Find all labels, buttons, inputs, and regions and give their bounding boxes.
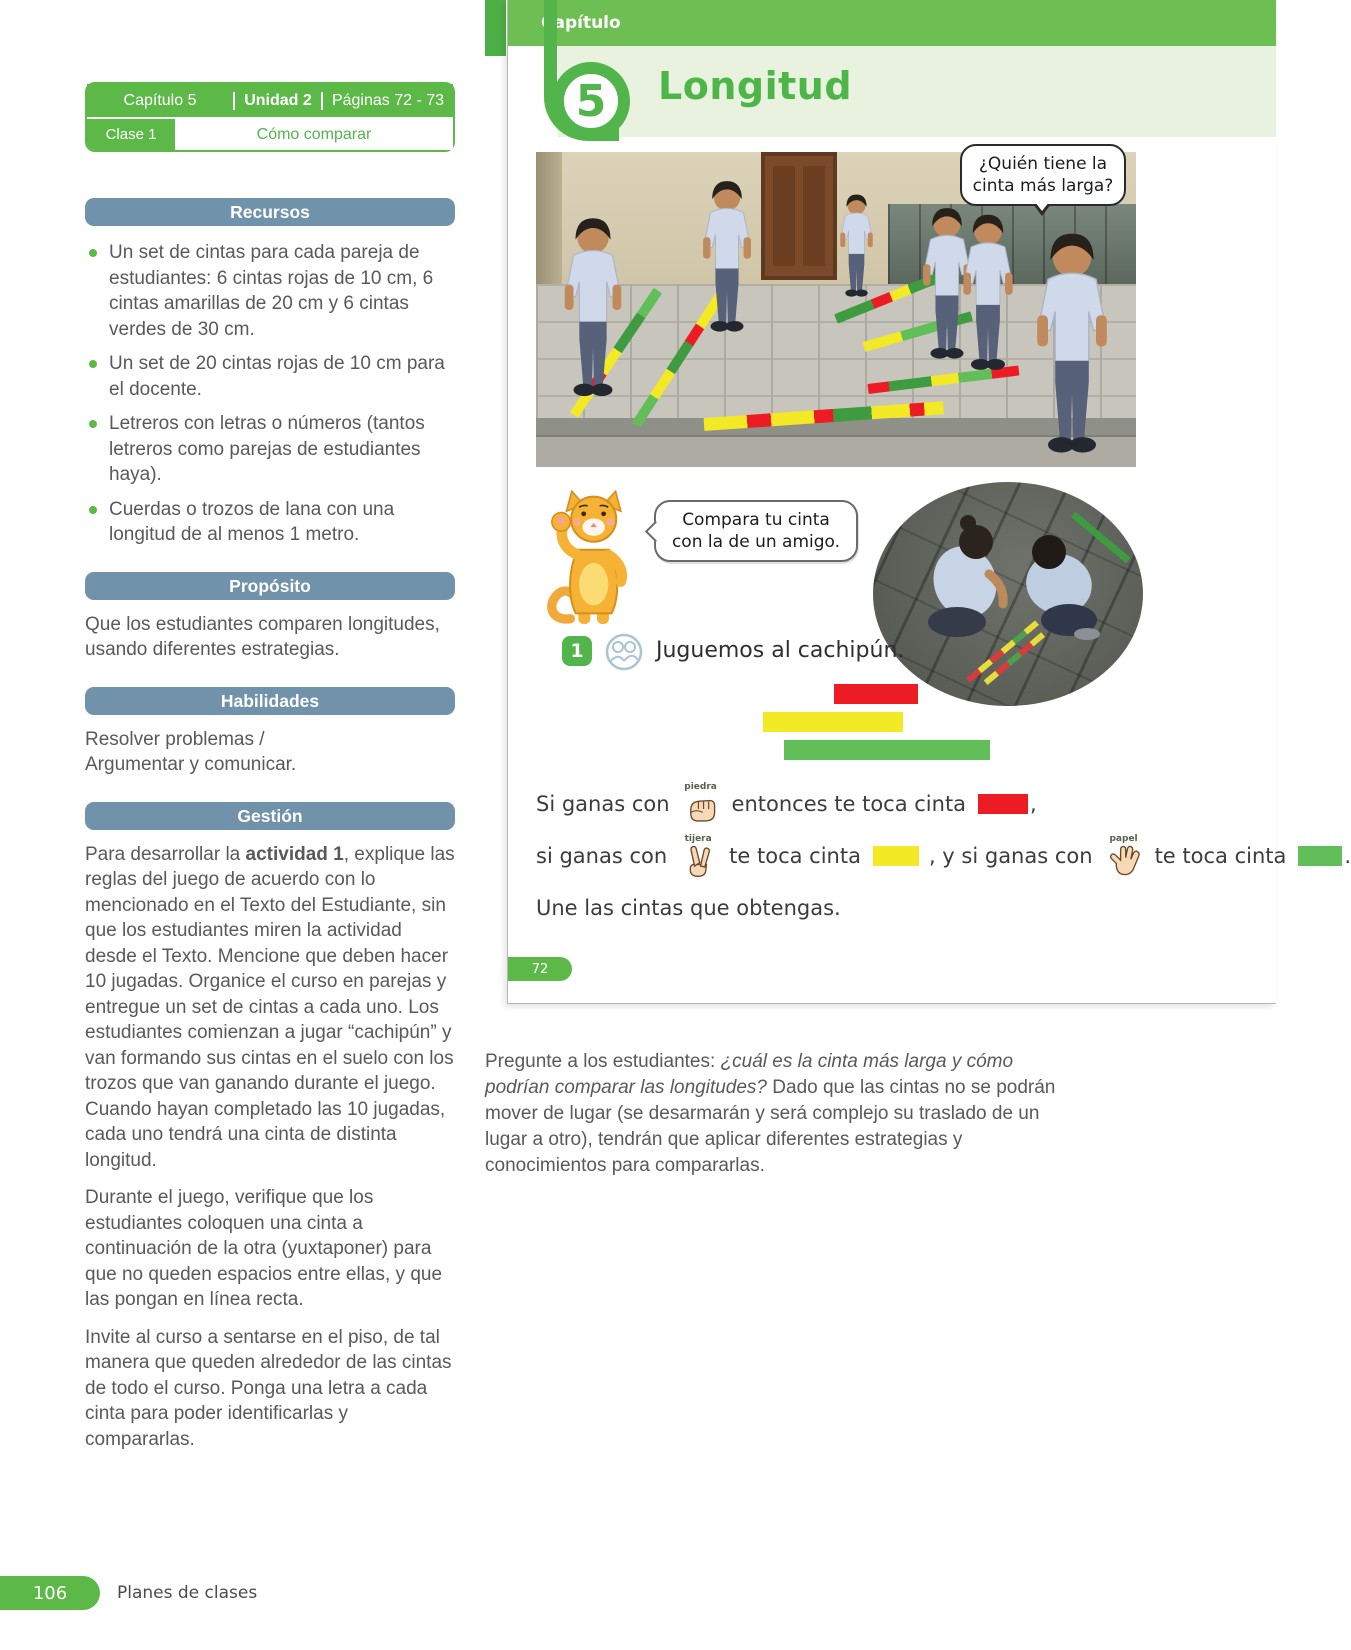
child-figure [554, 210, 632, 406]
lesson-info-row1 [87, 84, 453, 119]
rule-text: te toca cinta [729, 844, 861, 868]
rock-hand-label: piedra [684, 782, 717, 792]
activity-text: Juguemos al cachipún. [656, 638, 905, 663]
habilidades-line2: Argumentar y comunicar. [85, 754, 297, 775]
recursos-list [85, 240, 455, 548]
rule-line-1 [536, 782, 1037, 826]
child-figure [1024, 224, 1120, 464]
rule-text: Si ganas con [536, 792, 670, 816]
rule-text: entonces te toca cinta [731, 792, 967, 816]
child-figure [834, 190, 879, 302]
section-header-gestion: Gestión [85, 802, 455, 830]
bubble-line: cinta más larga? [972, 176, 1114, 196]
section-header-proposito: Propósito [85, 572, 455, 600]
student-page-number-tab: 72 [508, 957, 572, 981]
teacher-note-question: ¿cuál es la cinta más larga y cómo podrían comparar las longitudes? [485, 1051, 1014, 1098]
lesson-info-box [85, 82, 455, 152]
ribbon-red [834, 684, 918, 704]
pages-cell: Páginas 72 - 73 [331, 91, 445, 109]
bubble-line: ¿Quién tiene la [978, 154, 1108, 174]
speech-bubble-cat [654, 500, 858, 562]
teacher-sidebar [85, 82, 455, 1452]
lesson-info-row2 [87, 119, 453, 150]
paper-hand-label: papel [1109, 834, 1138, 844]
bubble-line: Compara tu cinta [682, 510, 830, 530]
rock-hand-icon [684, 792, 718, 826]
gestion-paragraph-2: Durante el juego, verifique que los estudiantes coloquen una cinta a continuación de la otra (yuxtaponer) para que no queden espacios entre ellas, y que las pongan en línea recta. [85, 1187, 443, 1310]
gestion-paragraph-1 [85, 842, 455, 1174]
activity-number-badge: 1 [562, 636, 592, 666]
rule-text: , y si ganas con [928, 844, 1093, 868]
pair-activity-photo [873, 482, 1143, 706]
teacher-note [485, 1049, 1070, 1179]
rule-closing-line [536, 896, 841, 920]
gestion-p1-pre: Para desarrollar la [85, 843, 246, 865]
cat-mascot [544, 486, 642, 632]
paper-hand-icon [1107, 844, 1141, 878]
scissors-hand-wrap [681, 834, 715, 878]
scissors-hand-label: tijera [684, 834, 712, 844]
page-title: Longitud [658, 64, 853, 108]
proposito-text: Que los estudiantes comparen longitudes, usando diferentes estrategias. [85, 613, 440, 660]
green-ribbon-swatch [1298, 846, 1342, 866]
gestion-p1-bold: actividad 1 [245, 843, 344, 865]
green-corner-strip [485, 0, 506, 56]
pair-work-icon [604, 632, 644, 672]
child-figure [954, 207, 1022, 379]
rule-text: . [1344, 844, 1351, 868]
rule-text: si ganas con [536, 844, 668, 868]
scissors-hand-icon [681, 844, 715, 878]
pair-activity-scene [873, 482, 1143, 706]
photo-ribbon-green [1071, 512, 1131, 564]
chapter-top-bar [508, 0, 1276, 46]
teacher-note-rest: Dado que las cintas no se podrán mover de lugar (se desarmarán y será complejo su traslado de un lugar a otro), tendrán que aplicar diferentes estrategias y conocimientos para compararlas. [485, 1077, 1056, 1176]
list-item: Un set de cintas para cada pareja de estudiantes: 6 cintas rojas de 10 cm, 6 cintas amarillas de 20 cm y 6 cintas verdes de 30 cm. [85, 240, 455, 342]
child-figure [694, 174, 760, 340]
bubble-line: con la de un amigo. [671, 532, 841, 552]
chapter-cell: Capítulo 5 [123, 91, 197, 109]
page-number-pill: 106 [0, 1576, 100, 1610]
ribbon-yellow [763, 712, 903, 732]
ribbon-green [784, 740, 990, 760]
bubble-tail [645, 521, 666, 542]
habilidades-text [85, 727, 455, 778]
paper-hand-wrap [1107, 834, 1141, 878]
rule-line-2 [536, 834, 1351, 878]
gestion-p1-rest: , explique las reglas del juego de acuerdo con lo mencionado en el Texto del Estudiante, sin que los estudiantes miren la actividad desde el Texto. Mencione que deben hacer 10 jugadas. Organice el curso en parejas y entregue un set de cintas a cada uno. Los estudiantes comienzan a jugar “cachipún” y van formando sus cintas en el suelo con los trozos que van ganando durante el juego. Cuando hayan completado las 10 jugadas, cada uno tendrá una cinta de distinta longitud. [85, 843, 455, 1171]
student-book-page [507, 0, 1351, 1004]
rule-text: Une las cintas que obtengas. [536, 896, 841, 920]
chapter-label: Capítulo [541, 13, 621, 33]
topic-cell: Cómo comparar [175, 119, 453, 150]
photo-door [761, 152, 837, 280]
footer-label: Planes de clases [117, 1583, 258, 1603]
unit-cell: Unidad 2 [233, 92, 323, 110]
speech-bubble-photo [960, 144, 1126, 206]
section-header-habilidades: Habilidades [85, 687, 455, 715]
class-cell: Clase 1 [87, 119, 175, 150]
list-item: Letreros con letras o números (tantos letreros como parejas de estudiantes haya). [85, 411, 455, 488]
rule-text: , [1030, 792, 1037, 816]
chapter-number-badge [552, 62, 630, 140]
chapter-number: 5 [575, 75, 607, 127]
teacher-note-pre: Pregunte a los estudiantes: [485, 1051, 721, 1072]
section-header-recursos: Recursos [85, 198, 455, 226]
rule-text: te toca cinta [1154, 844, 1287, 868]
yellow-ribbon-swatch [873, 846, 919, 866]
habilidades-line1: Resolver problemas / [85, 728, 265, 750]
list-item: Cuerdas o trozos de lana con una longitud de al menos 1 metro. [85, 497, 455, 548]
red-ribbon-swatch [978, 794, 1028, 814]
crouching-girl [924, 515, 1005, 637]
gestion-paragraph-3: Invite al curso a sentarse en el piso, de tal manera que queden alrededor de las cintas de todo el curso. Ponga una letra a cada cinta para poder identificarlas y compararlas. [85, 1326, 452, 1450]
list-item: Un set de 20 cintas rojas de 10 cm para el docente. [85, 351, 455, 402]
rock-hand-wrap [684, 782, 718, 826]
